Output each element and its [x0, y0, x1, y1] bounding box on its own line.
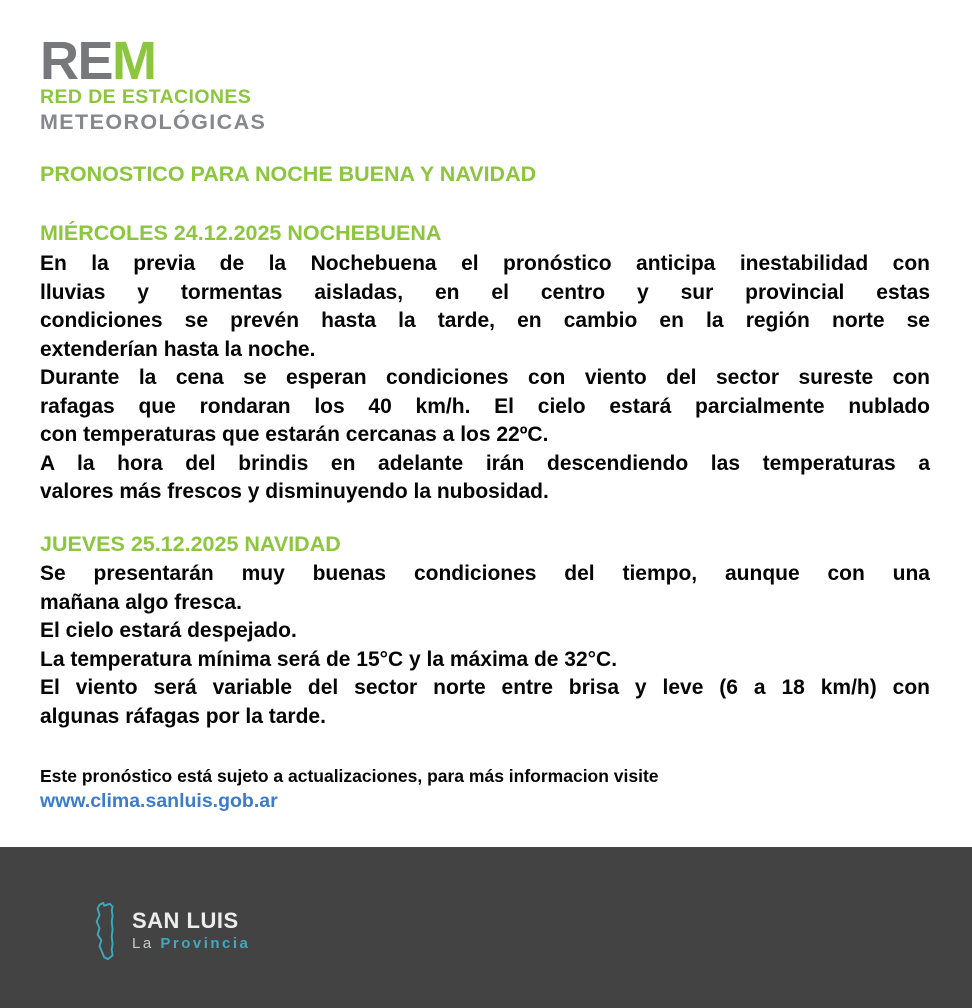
- tagline-prefix: La: [132, 934, 161, 952]
- text-line: El viento será variable del sector norte entre brisa y leve (6 a 18 km/h) con: [40, 676, 930, 699]
- san-luis-brand-text: SAN LUIS: [132, 908, 239, 934]
- text-line: algunas ráfagas por la tarde.: [40, 704, 326, 728]
- text-line: Durante la cena se esperan condiciones con viento del sector sureste con: [40, 366, 930, 389]
- text-line: El cielo estará despejado.: [40, 619, 297, 642]
- text-line: valores más frescos y disminuyendo la nubosidad.: [40, 480, 549, 503]
- text-line: Se presentarán muy buenas condiciones del tiempo, aunque con una: [40, 562, 930, 585]
- paragraph: [40, 560, 930, 617]
- text-line: condiciones se prevén hasta la tarde, en cambio en la región norte se: [40, 309, 930, 332]
- san-luis-tagline: [132, 935, 250, 953]
- san-luis-province-outline-icon: [90, 901, 124, 961]
- footer-band: [0, 847, 972, 1008]
- rem-logo-subtitle-line1: RED DE ESTACIONES: [40, 86, 252, 108]
- paragraph: [40, 674, 930, 731]
- text-line: Este pronóstico está sujeto a actualizaciones, para más informacion visite: [40, 766, 659, 786]
- text-line: rafagas que rondaran los 40 km/h. El cielo estará parcialmente nublado: [40, 394, 930, 418]
- paragraph: [40, 450, 930, 507]
- rem-logo: [40, 31, 930, 91]
- section-body-navidad: [40, 560, 930, 731]
- text-line: La temperatura mínima será de 15°C y la máxima de 32°C.: [40, 647, 618, 671]
- paragraph: [40, 617, 930, 646]
- section-heading-navidad: JUEVES 25.12.2025 NAVIDAD: [40, 532, 341, 556]
- san-luis-logo: [90, 901, 250, 961]
- text-line: mañana algo fresca.: [40, 590, 242, 614]
- paragraph: [40, 364, 930, 450]
- text-line: A la hora del brindis en adelante irán descendiendo las temperaturas a: [40, 451, 930, 475]
- page-title: PRONOSTICO PARA NOCHE BUENA Y NAVIDAD: [40, 162, 537, 186]
- tagline-main: Provincia: [160, 934, 251, 952]
- paragraph: [40, 250, 930, 364]
- text-line: En la previa de la Nochebuena el pronóstico anticipa inestabilidad con: [40, 252, 930, 275]
- text-line: lluvias y tormentas aisladas, en el centro y sur provincial estas: [40, 280, 930, 304]
- section-heading-nochebuena: MIÉRCOLES 24.12.2025 NOCHEBUENA: [40, 221, 442, 245]
- rem-logo-gray-letters: RE: [40, 31, 113, 91]
- text-line: extenderían hasta la noche.: [40, 337, 316, 361]
- paragraph: [40, 646, 930, 675]
- disclaimer-text: [40, 766, 930, 787]
- clima-website-link[interactable]: www.clima.sanluis.gob.ar: [40, 790, 278, 812]
- text-line: con temperaturas que estarán cercanas a los 22ºC.: [40, 423, 549, 446]
- rem-logo-green-letter: M: [112, 31, 156, 91]
- rem-logo-subtitle-line2: METEOROLÓGICAS: [40, 110, 267, 134]
- san-luis-logo-text: [132, 909, 250, 952]
- section-body-nochebuena: [40, 250, 930, 507]
